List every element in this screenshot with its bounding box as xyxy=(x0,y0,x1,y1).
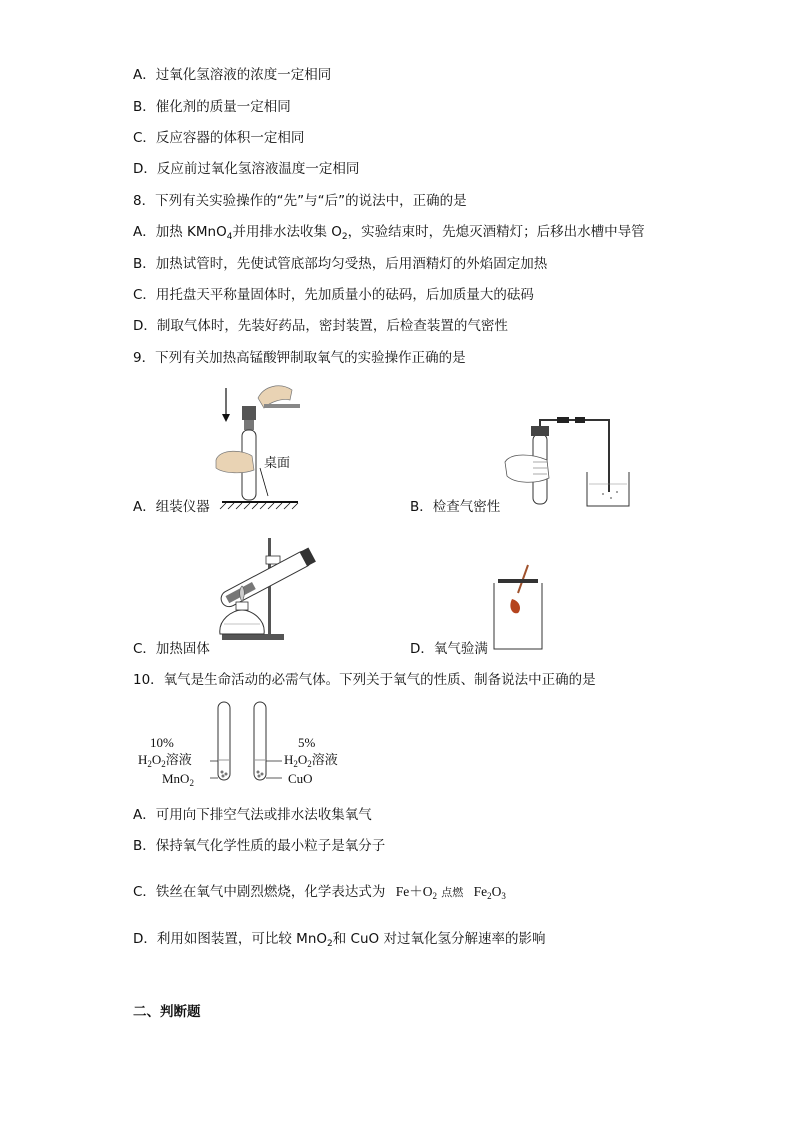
q10-figure-tubes xyxy=(210,700,290,782)
q10-left-solution: $H_2O_2$溶液 xyxy=(138,752,192,769)
q7-option-c: C．反应容器的体积一定相同 xyxy=(133,130,305,146)
q10-right-solution: $H_2O_2$溶液 xyxy=(284,752,338,769)
q10-option-b: B．保持氧气化学性质的最小粒子是氧分子 xyxy=(133,838,386,854)
q10-option-d: D．利用如图装置，可比较 MnO$_2$和 CuO 对过氧化氢分解速率的影响 xyxy=(133,931,546,949)
q9-label-desk: 桌面 xyxy=(264,456,291,471)
section-heading: 二、判断题 xyxy=(133,1004,201,1020)
q9-option-c: C．加热固体 xyxy=(133,641,210,657)
q10-condition: 点燃 xyxy=(441,886,464,899)
q7-option-a: A．过氧化氢溶液的浓度一定相同 xyxy=(133,67,332,83)
q8-option-b: B．加热试管时，先使试管底部均匀受热，后用酒精灯的外焰固定加热 xyxy=(133,256,548,272)
q9-stem: 9．下列有关加热高锰酸钾制取氧气的实验操作正确的是 xyxy=(133,350,466,366)
q10-left-catalyst: MnO$_2$ xyxy=(162,771,194,788)
q9-figure-oxygen-test xyxy=(488,563,550,655)
q10-option-c: C．铁丝在氧气中剧烈燃烧，化学表达式为 $Fe+O_2$ 点燃 $Fe_2O_3$ xyxy=(133,884,506,901)
q9-figure-assemble xyxy=(208,378,313,513)
q10-left-pct: 10% xyxy=(150,735,174,750)
q10-option-a: A．可用向下排空气法或排水法收集氧气 xyxy=(133,807,372,823)
q10-right-pct: 5% xyxy=(298,735,316,750)
q8-option-a: A．加热 KMnO$_4$并用排水法收集 $O_2$，实验结束时，先熄灭酒精灯；后移出水槽中导管 xyxy=(133,224,645,242)
q7-option-d: D．反应前过氧化氢溶液温度一定相同 xyxy=(133,161,360,177)
q9-option-b: B．检查气密性 xyxy=(410,499,501,515)
q8-option-d: D．制取气体时，先装好药品，密封装置，后检查装置的气密性 xyxy=(133,318,508,334)
q9-option-d: D．氧气验满 xyxy=(410,641,488,657)
q8-stem: 8．下列有关实验操作的“先”与“后”的说法中，正确的是 xyxy=(133,193,467,209)
q10-right-catalyst: CuO xyxy=(288,771,313,786)
q8-option-c: C．用托盘天平称量固体时，先加质量小的砝码，后加质量大的砝码 xyxy=(133,287,534,303)
q9-figure-airtight xyxy=(503,412,638,512)
q7-option-b: B．催化剂的质量一定相同 xyxy=(133,99,291,115)
q9-option-a: A．组装仪器 xyxy=(133,499,210,515)
q10-stem: 10．氧气是生命活动的必需气体。下列关于氧气的性质、制备说法中正确的是 xyxy=(133,672,596,688)
q9-figure-heating xyxy=(208,528,333,646)
